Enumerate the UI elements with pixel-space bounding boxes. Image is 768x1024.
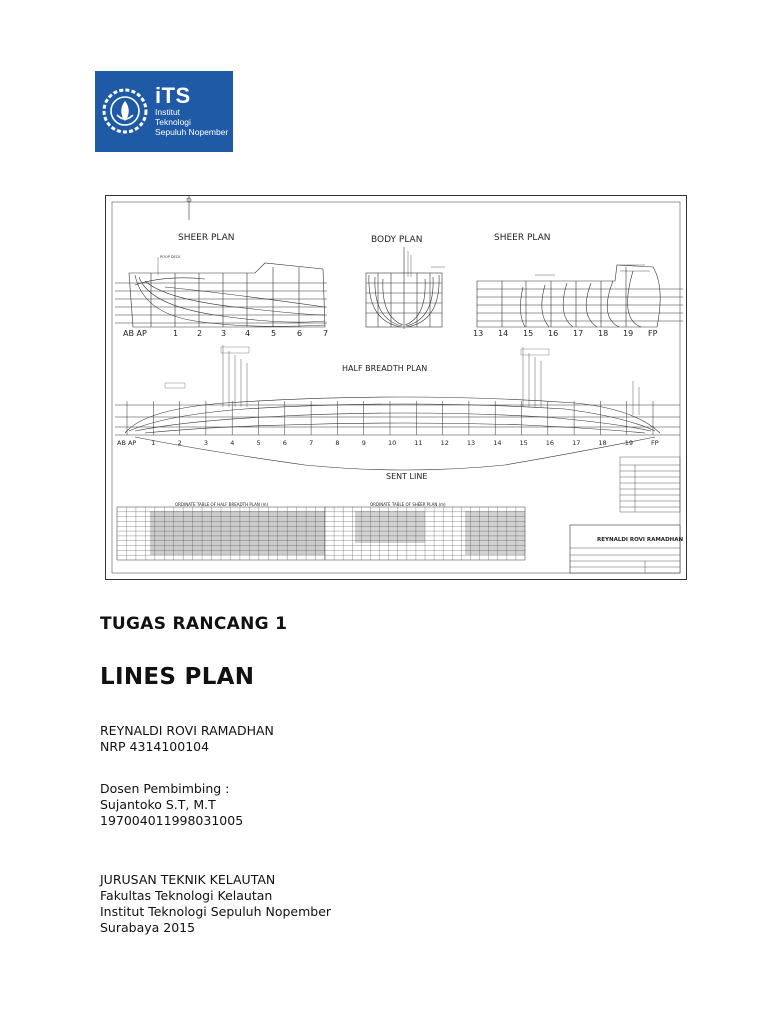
station-label-half: 5 bbox=[256, 439, 261, 447]
station-label-left: 7 bbox=[323, 329, 329, 338]
station-label-right: 15 bbox=[523, 329, 534, 338]
station-label-left: 6 bbox=[297, 329, 303, 338]
department: JURUSAN TEKNIK KELAUTAN bbox=[100, 872, 276, 887]
station-label-half: 12 bbox=[440, 439, 449, 447]
advisor-id: 197004011998031005 bbox=[100, 813, 244, 828]
assignment-title: TUGAS RANCANG 1 bbox=[100, 614, 288, 634]
student-block bbox=[100, 723, 274, 755]
table-left-title: ORDINATE TABLE OF HALF BREADTH PLAN (m) bbox=[175, 502, 269, 507]
station-label-half: 3 bbox=[203, 439, 209, 447]
svg-text:POOP DECK: POOP DECK bbox=[160, 255, 181, 259]
station-label-right: 14 bbox=[498, 329, 509, 338]
station-label-right: 17 bbox=[573, 329, 584, 338]
station-label-half: 13 bbox=[466, 439, 476, 447]
ordinate-table-right bbox=[325, 502, 525, 560]
body-plan-title: BODY PLAN bbox=[371, 235, 423, 245]
station-label-half: 1 bbox=[151, 439, 156, 447]
logo-line-2: Teknologi bbox=[155, 117, 191, 127]
station-label-left: 3 bbox=[221, 329, 227, 338]
document-title: LINES PLAN bbox=[100, 664, 255, 690]
student-nrp: NRP 4314100104 bbox=[100, 739, 210, 754]
advisor-block bbox=[100, 781, 243, 829]
station-label-half: 16 bbox=[545, 439, 555, 447]
table-right-title: ORDINATE TABLE OF SHEER PLAN (m) bbox=[370, 502, 446, 507]
station-label-half: 18 bbox=[598, 439, 607, 447]
institution-block bbox=[100, 872, 331, 936]
logo-line-3: Sepuluh Nopember bbox=[155, 127, 229, 137]
station-label-half: 17 bbox=[572, 439, 581, 447]
station-label-half: AB AP bbox=[117, 439, 137, 447]
logo-line-1: Institut bbox=[155, 107, 181, 117]
lines-plan-drawing bbox=[105, 195, 687, 580]
station-label-right: 18 bbox=[598, 329, 609, 338]
student-name: REYNALDI ROVI RAMADHAN bbox=[100, 723, 274, 738]
its-emblem-icon bbox=[95, 71, 155, 152]
station-label-half: 14 bbox=[493, 439, 502, 447]
station-label-right: FP bbox=[648, 329, 658, 338]
advisor-name: Sujantoko S.T, M.T bbox=[100, 797, 216, 812]
station-label-left: 2 bbox=[197, 329, 203, 338]
station-label-right: 19 bbox=[623, 329, 634, 338]
station-label-half: 7 bbox=[309, 439, 314, 447]
station-label-left: 5 bbox=[271, 329, 277, 338]
station-label-half: 2 bbox=[177, 439, 182, 447]
station-label-left: AB AP bbox=[123, 329, 147, 338]
station-label-half: 19 bbox=[624, 439, 633, 447]
station-label-half: 15 bbox=[519, 439, 528, 447]
half-breadth-title: HALF BREADTH PLAN bbox=[342, 364, 428, 373]
station-label-half: 9 bbox=[361, 439, 366, 447]
city-year: Surabaya 2015 bbox=[100, 920, 196, 935]
station-label-half: 8 bbox=[335, 439, 340, 447]
advisor-label: Dosen Pembimbing : bbox=[100, 781, 230, 796]
institute: Institut Teknologi Sepuluh Nopember bbox=[100, 904, 332, 919]
station-label-right: 16 bbox=[548, 329, 559, 338]
sheer-plan-right-title: SHEER PLAN bbox=[494, 233, 551, 243]
logo-brand: iTS bbox=[155, 83, 191, 108]
sent-line-label: SENT LINE bbox=[386, 472, 428, 481]
its-logo bbox=[95, 71, 233, 152]
station-label-half: 10 bbox=[388, 439, 397, 447]
lines-plan-svg bbox=[105, 195, 687, 580]
station-label-left: 1 bbox=[173, 329, 179, 338]
station-label-left: 4 bbox=[245, 329, 251, 338]
station-label-half: FP bbox=[651, 439, 659, 447]
station-label-half: 4 bbox=[230, 439, 235, 447]
faculty: Fakultas Teknologi Kelautan bbox=[100, 888, 273, 903]
sheer-plan-left-title: SHEER PLAN bbox=[178, 233, 235, 243]
ordinate-table-left bbox=[117, 502, 325, 560]
title-block-name: REYNALDI ROVI RAMADHAN bbox=[597, 537, 684, 543]
station-label-half: 11 bbox=[414, 439, 423, 447]
station-label-half: 6 bbox=[282, 439, 287, 447]
title-block bbox=[570, 525, 683, 573]
station-label-right: 13 bbox=[473, 329, 484, 338]
